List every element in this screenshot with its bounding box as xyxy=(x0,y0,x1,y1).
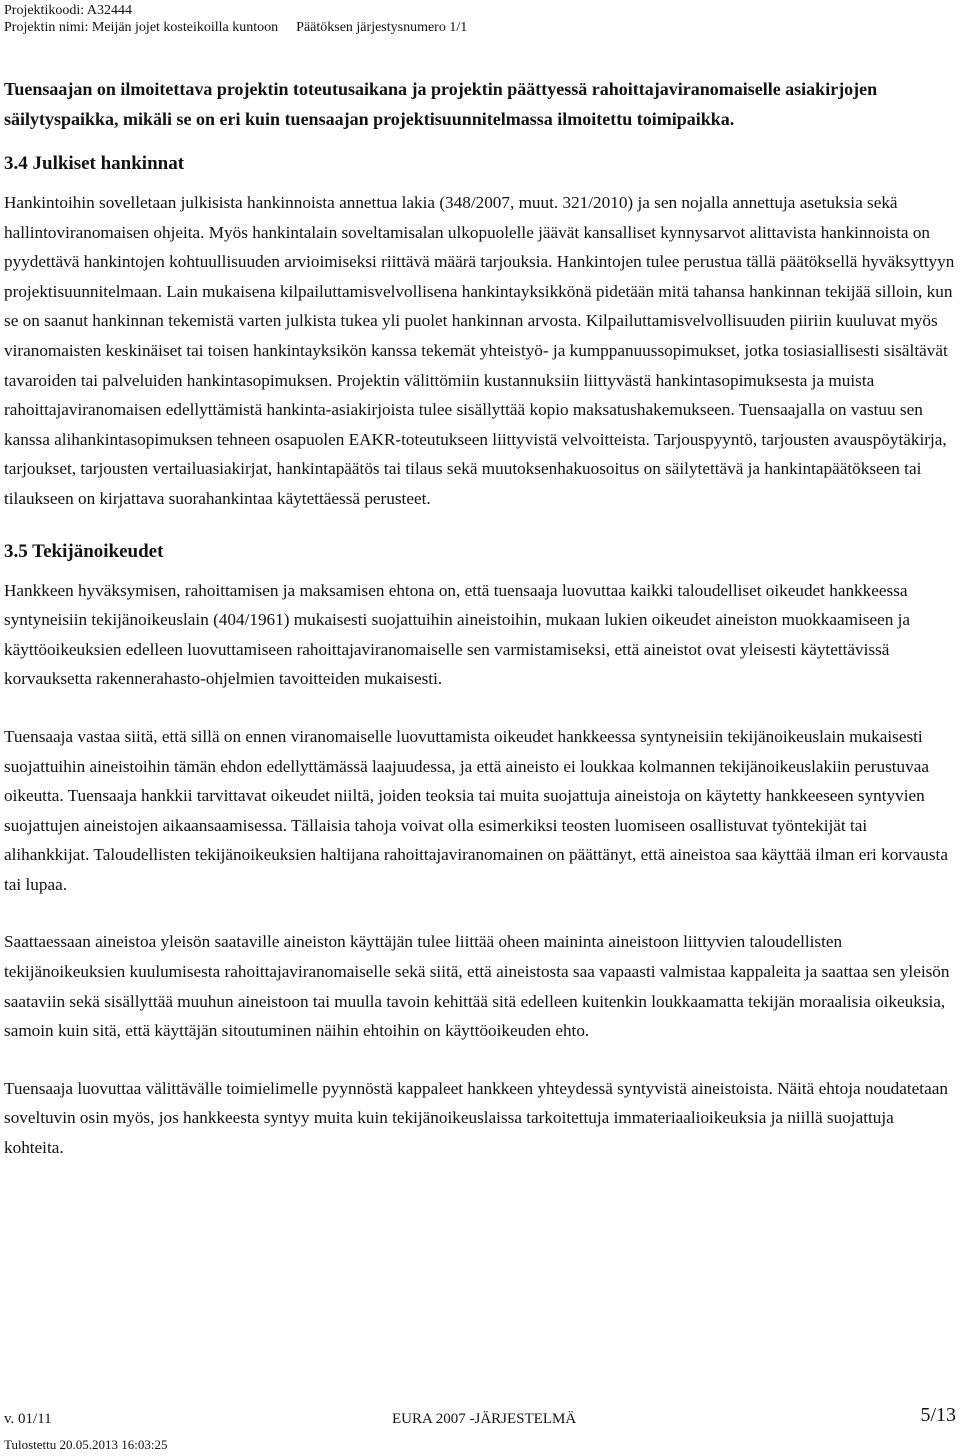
section-public-procurement xyxy=(4,152,956,514)
section-paragraph: Hankintoihin sovelletaan julkisista hankinnoista annettua lakia (348/2007, muut. 321/2010) ja sen nojalla annettuja asetuksia sekä hallintoviranomaisen ohjeita. Myös hankintalain soveltamisalan ulkopuolelle jäävät kansalliset kynnysarvot alittavista hankinnoista on pyydettävä hankintojen kohtuullisuuden arvioimiseksi riittävä määrä tarjouksia. Hankintojen tulee perustua tällä päätöksellä hyväksyttyyn projektisuunnitelmaan. Lain mukaisena kilpailuttamisvelvollisena hankintayksikkönä pidetään mitä tahansa hankinnan tekijää silloin, kun se on saanut hankinnan tekemistä varten julkista tukea yli puolet hankinnan arvosta. Kilpailuttamisvelvollisuuden piiriin kuuluvat myös viranomaisten keskinäiset tai toisen hankintayksikön kanssa tekemät yhteistyö- ja kumppanuussopimukset, jotka tosiasiallisesti sisältävät tavaroiden tai palveluiden hankintasopimuksen. Projektin välittömiin kustannuksiin liittyvästä hankintasopimuksesta ja muista rahoittajaviranomaisen edellyttämistä hankinta-asiakirjoista tulee sisällyttää kopio maksatushakemukseen. Tuensaajalla on vastuu sen kanssa alihankintasopimuksen tehneen osapuolen EAKR-toteutukseen liittyvistä velvoitteista. Tarjouspyyntö, tarjousten avauspöytäkirja, tarjoukset, tarjousten vertailuasiakirjat, hankintapäätös tai tilaus sekä muutoksenhakuosoitus on säilytettävä ja hankintapäätökseen tai tilaukseen on kirjattava suorahankintaa käytettäessä perusteet. xyxy=(4,193,955,508)
project-code: Projektikoodi: A32444 xyxy=(4,3,132,18)
section-heading: 3.4 Julkiset hankinnat xyxy=(4,153,185,174)
section-heading: 3.5 Tekijänoikeudet xyxy=(4,540,164,562)
project-name-line xyxy=(4,19,467,36)
project-name: Projektin nimi: Meijän jojet kosteikoilla kuntoon xyxy=(4,20,279,35)
footer-row xyxy=(4,1404,956,1452)
intro-paragraph: Tuensaajan on ilmoitettava projektin toteutusaikana ja projektin päättyessä rahoittajaviranomaiselle asiakirjojen säilytyspaikka, mikäli se on eri kuin tuensaajan projektisuunnitelmassa ilmoitettu toimipaikka. xyxy=(4,79,878,129)
section-paragraph: Tuensaaja vastaa siitä, että sillä on ennen viranomaiselle luovuttamista oikeudet hankkeessa syntyneisiin tekijänoikeuslain mukaisesti suojattuihin aineistoihin tämän ehdon edellyttämässä laajuudessa, ja että aineisto ei loukkaa kolmannen tekijänoikeuslakiin perustuvaa oikeutta. Tuensaaja hankkii tarvittavat oikeudet niiltä, joiden teoksia tai muita suojattuja aineistoja on käytetty hankkeeseen syntyvien suojattujen aineistojen aikaansaamisessa. Tällaisia tahoja voivat olla esimerkiksi teosten luomiseen osallistuvat työntekijät tai alihankkijat. Taloudellisten tekijänoikeuksien haltijana rahoittajaviranomainen on päättänyt, että aineistoa saa käyttää ilman eri korvausta tai lupaa. xyxy=(4,726,948,894)
section-paragraph: Tuensaaja luovuttaa välittävälle toimielimelle pyynnöstä kappaleet hankkeen yhteydessä syntyvistä aineistoista. Näitä ehtoja noudatetaan soveltuvin osin myös, jos hankkeesta syntyy muita kuin tekijänoikeuslaissa tarkoitettuja immateriaalioikeuksia ja niillä suojattuja kohteita. xyxy=(4,1078,948,1158)
page-number: 5/13 xyxy=(920,1404,956,1426)
document-body xyxy=(4,74,956,1163)
decision-number: Päätöksen järjestysnumero 1/1 xyxy=(296,20,468,35)
section-paragraph: Saattaessaan aineistoa yleisön saataville aineiston käyttäjän tulee liittää oheen maininta aineistoon liittyvien taloudellisten tekijänoikeuksien kuulumisesta rahoittajaviranomaiselle sekä siitä, että aineistosta saa vapaasti valmistaa kappaleita ja saattaa sen yleisön saataviin sekä sisällyttää muuhun aineistoon tai muulla tavoin kehittää sitä edelleen kuitenkin loukkaamatta tekijän moraalisia oikeuksia, samoin kuin sitä, että käyttäjän sitoutuminen näihin ehtoihin on käyttöoikeuden ehto. xyxy=(4,932,950,1041)
footer-version: v. 01/11 xyxy=(4,1411,52,1427)
section-paragraph: Hankkeen hyväksymisen, rahoittamisen ja maksamisen ehtona on, että tuensaaja luovuttaa kaikki taloudelliset oikeudet hankkeessa syntyneisiin tekijänoikeuslain (404/1961) mukaisesti suojattuihin aineistoihin, mukaan lukien oikeudet aineiston muokkaamiseen ja käyttöoikeuksien edelleen luovuttamiseen rahoittajaviranomaiselle sen varmistamiseksi, että aineistot ovat yleisesti käytettävissä korvauksetta rakennerahasto-ohjelmien tavoitteiden mukaisesti. xyxy=(4,580,911,689)
print-timestamp: Tulostettu 20.05.2013 16:03:25 xyxy=(4,1437,168,1452)
document-header xyxy=(4,2,467,36)
document-footer xyxy=(4,1404,956,1452)
section-copyrights xyxy=(4,540,956,1163)
footer-system-name: EURA 2007 -JÄRJESTELMÄ xyxy=(392,1411,577,1427)
